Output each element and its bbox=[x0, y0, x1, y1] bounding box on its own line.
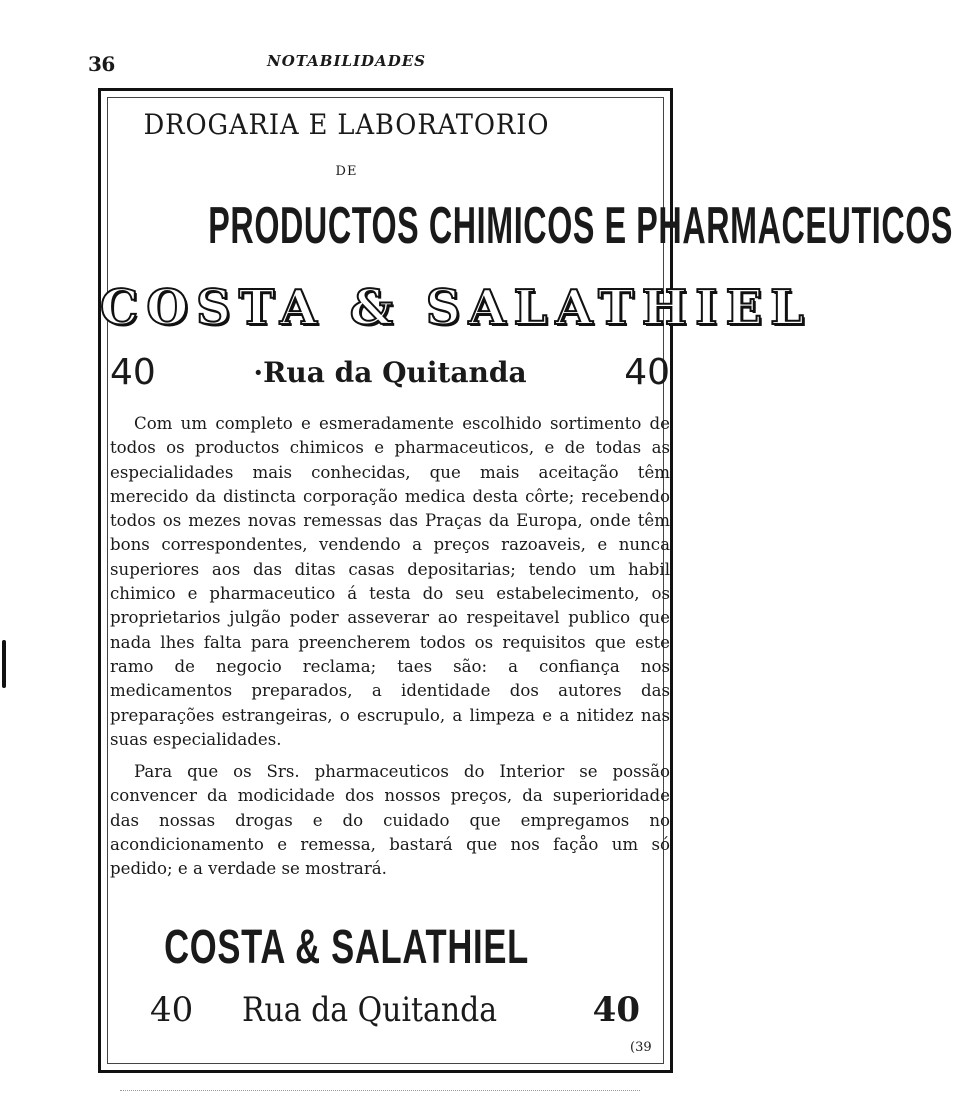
advert-paragraph-2: Para que os Srs. pharmaceuticos do Interior se possão convencer da modicidade dos nossos preços, da superioridade das nossas drogas e do cuidado que empregamos no acondicionamento e remessa, bastará que nos façåo um só pedido; e a verdade se mostrará. bbox=[110, 762, 670, 879]
address-line bbox=[110, 352, 670, 402]
advert-title-de: DE bbox=[335, 164, 358, 179]
footer-street-name: Rua da Quitanda bbox=[242, 990, 498, 1030]
firm-name-ornate: COSTA & SALATHIEL bbox=[100, 280, 812, 336]
street-name: ·Rua da Quitanda bbox=[253, 356, 527, 389]
margin-ink-mark bbox=[2, 640, 6, 688]
advert-body bbox=[110, 412, 670, 890]
page-header bbox=[0, 0, 693, 80]
footer-number-left: 40 bbox=[150, 990, 194, 1030]
advert-paragraph-1: Com um completo e esmeradamente escolhido sortimento de todos os productos chimicos e pharmaceuticos, e de todas as especialidades mais conhecidas, que mais aceitação têm merecido da distincta corporação medica desta côrte; recebendo todos os mezes novas remessas das Praças da Europa, onde têm bons correspondentes, vendendo a preços razoaveis, e nunca superiores aos das ditas casas depositarias; tendo um habil chimico e pharmaceutico á testa do seu estabelecimento, os proprietarios julgão poder asseverar ao respeitavel publico que nada lhes falta para preencherem todos os requisitos que este ramo de negocio reclama; taes são: a confiança nos medicamentos preparados, a identidade dos autores das preparações estrangeiras, o escrupulo, a limpeza e a nitidez nas suas especialidades. bbox=[110, 414, 670, 749]
bottom-rule bbox=[120, 1090, 640, 1092]
running-head: NOTABILIDADES bbox=[267, 52, 426, 70]
footer-number-right: 40 bbox=[592, 990, 640, 1030]
reference-number: (39 bbox=[630, 1040, 652, 1055]
street-number-right: 40 bbox=[624, 352, 670, 393]
street-number-left: 40 bbox=[110, 352, 156, 393]
footer-address-line bbox=[150, 990, 650, 1040]
advert-title-drogaria: DROGARIA E LABORATORIO bbox=[143, 108, 550, 141]
page-number: 36 bbox=[88, 52, 115, 76]
advert-title-productos bbox=[208, 196, 953, 256]
firm-name-footer: COSTA & SALATHIEL bbox=[164, 921, 529, 974]
advert-title-productos-text: PRODUCTOS CHIMICOS E PHARMACEUTICOS bbox=[208, 197, 953, 255]
